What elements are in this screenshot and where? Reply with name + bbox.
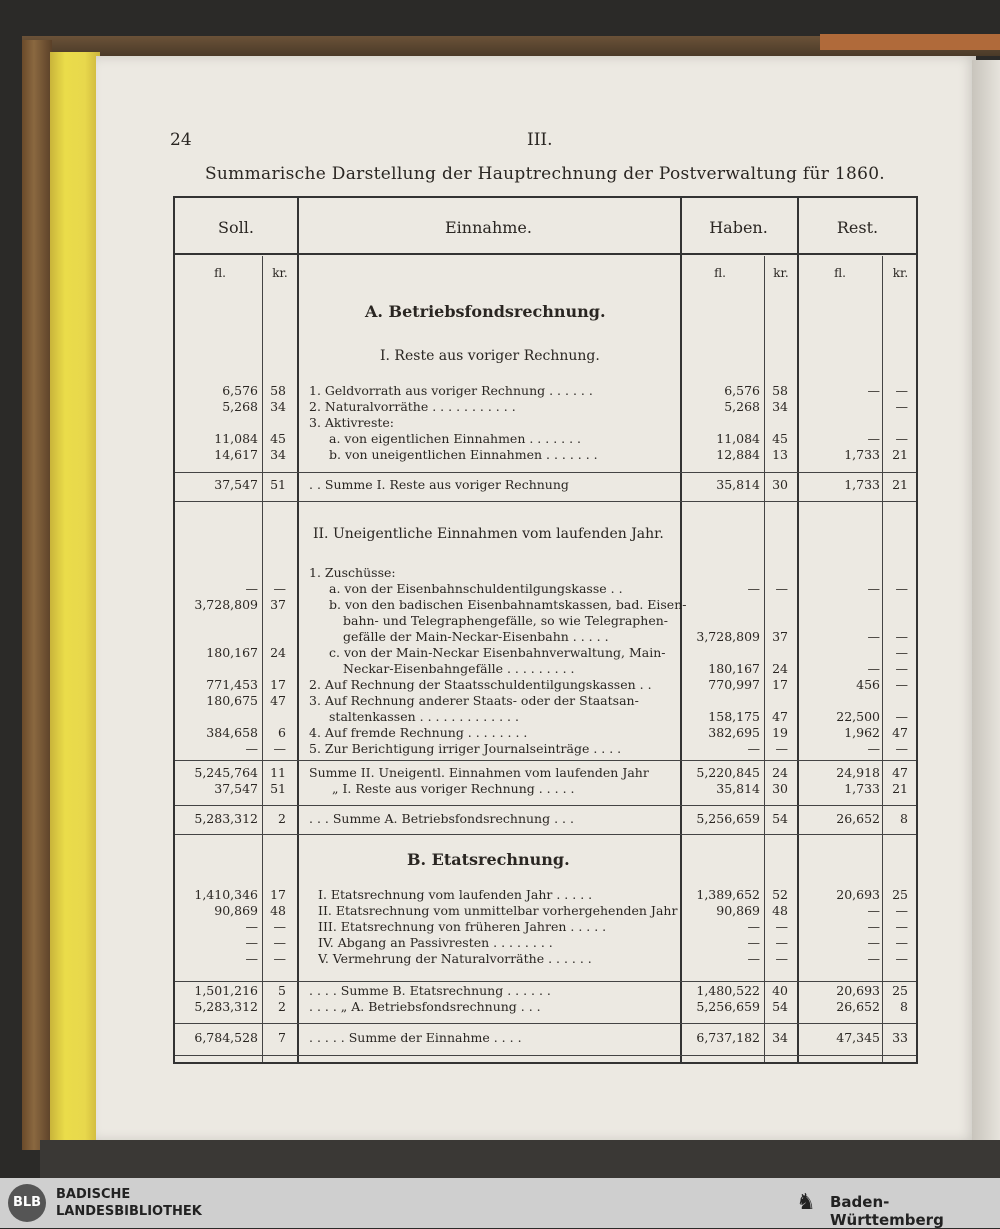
haben-fl-cell: — [747, 951, 760, 966]
haben-kr-cell: — [775, 919, 788, 934]
blb-line-1: BADISCHE [56, 1187, 131, 1202]
haben-kr-cell: 24 [772, 765, 788, 780]
book-cover-left [22, 40, 52, 1150]
header-soll: Soll. [218, 218, 254, 237]
rest-fl-cell: 1,733 [844, 447, 880, 462]
haben-fl-cell: 5,268 [724, 399, 760, 414]
rest-fl-cell: — [867, 629, 880, 644]
rest-kr-cell: — [895, 741, 908, 756]
soll-kr-cell: 58 [270, 383, 286, 398]
section-number: III. [527, 130, 553, 150]
page-edges [50, 52, 100, 1150]
blb-logo[interactable]: BLB [8, 1184, 46, 1222]
soll-fl-cell: 6,784,528 [194, 1030, 258, 1045]
soll-fl-cell: 5,245,764 [194, 765, 258, 780]
row-label: 1. Zuschüsse: [309, 565, 396, 580]
soll-fl-cell: 1,501,216 [194, 983, 258, 998]
page-gutter [972, 60, 1000, 1140]
haben-fl-cell: — [747, 919, 760, 934]
rule-before-sum-a [175, 805, 916, 806]
soll-kr-cell: 5 [278, 983, 286, 998]
rest-fl-cell: 26,652 [836, 811, 880, 826]
rest-kr-cell: — [895, 383, 908, 398]
unit-rest-fl: fl. [834, 266, 846, 280]
row-label: 4. Auf fremde Rechnung . . . . . . . . [309, 725, 528, 740]
soll-kr-cell: 6 [278, 725, 286, 740]
rule-soll-einnahme [297, 198, 299, 1062]
haben-kr-cell: 17 [772, 677, 788, 692]
rest-fl-cell: 20,693 [836, 983, 880, 998]
bw-name[interactable]: Baden-Württemberg [830, 1193, 944, 1229]
soll-fl-cell: 14,617 [214, 447, 258, 462]
rest-fl-cell: 47,345 [836, 1030, 880, 1045]
soll-kr-cell: — [273, 951, 286, 966]
haben-kr-cell: 47 [772, 709, 788, 724]
row-label: staltenkassen . . . . . . . . . . . . . [329, 709, 519, 724]
haben-fl-cell: — [747, 741, 760, 756]
haben-kr-cell: 52 [772, 887, 788, 902]
rest-fl-cell: 1,962 [844, 725, 880, 740]
haben-fl-cell: 3,728,809 [696, 629, 760, 644]
rule-after-sum-a [175, 834, 916, 835]
rest-kr-cell: — [895, 677, 908, 692]
row-label: 2. Auf Rechnung der Staatsschuldentilgungskassen . . [309, 677, 652, 692]
row-label: . . . . „ A. Betriebsfondsrechnung . . . [309, 999, 541, 1014]
rule-after-sum-i [175, 501, 916, 502]
rest-fl-cell: 20,693 [836, 887, 880, 902]
rest-fl-cell: 24,918 [836, 765, 880, 780]
row-label: c. von der Main-Neckar Eisenbahnverwaltung, Main- [329, 645, 666, 660]
soll-fl-cell: — [245, 951, 258, 966]
row-label: III. Etatsrechnung von früheren Jahren . . . . . [318, 919, 607, 934]
row-label: 3. Aktivreste: [309, 415, 395, 430]
soll-fl-cell: 5,268 [222, 399, 258, 414]
haben-kr-cell: 34 [772, 399, 788, 414]
blb-line-2: LANDESBIBLIOTHEK [56, 1204, 202, 1219]
haben-kr-cell: 48 [772, 903, 788, 918]
haben-fl-cell: 6,737,182 [696, 1030, 760, 1045]
rest-fl-cell: — [867, 431, 880, 446]
row-label: b. von uneigentlichen Einnahmen . . . . . . . [329, 447, 598, 462]
row-label: . . Summe I. Reste aus voriger Rechnung [309, 477, 569, 492]
haben-fl-cell: 5,220,845 [696, 765, 760, 780]
soll-fl-cell: 6,576 [222, 383, 258, 398]
soll-kr-cell: — [273, 919, 286, 934]
header-haben: Haben. [709, 218, 768, 237]
section-a-heading: A. Betriebsfondsrechnung. [365, 302, 606, 321]
soll-kr-cell: 2 [278, 811, 286, 826]
rule-before-sum-i [175, 472, 916, 473]
soll-fl-cell: 5,283,312 [194, 811, 258, 826]
row-label: bahn- und Telegraphengefälle, so wie Telegraphen- [343, 613, 669, 628]
rest-fl-cell: — [867, 741, 880, 756]
header-einnahme: Einnahme. [445, 218, 532, 237]
haben-fl-cell: — [747, 581, 760, 596]
soll-kr-cell: 34 [270, 447, 286, 462]
header-rule [175, 253, 916, 255]
soll-fl-cell: — [245, 919, 258, 934]
haben-fl-cell: 1,480,522 [696, 983, 760, 998]
rest-kr-cell: — [895, 661, 908, 676]
rest-fl-cell: — [867, 661, 880, 676]
haben-kr-cell: 24 [772, 661, 788, 676]
rest-fl-cell: 1,733 [844, 477, 880, 492]
soll-fl-cell: 1,410,346 [194, 887, 258, 902]
soll-fl-cell: — [245, 741, 258, 756]
soll-kr-cell: — [273, 935, 286, 950]
haben-fl-cell: 5,256,659 [696, 999, 760, 1014]
row-label: 1. Geldvorrath aus voriger Rechnung . . . . . . [309, 383, 593, 398]
row-label: 2. Naturalvorräthe . . . . . . . . . . . [309, 399, 516, 414]
row-label: Summe II. Uneigentl. Einnahmen vom laufenden Jahr [309, 765, 649, 780]
rest-kr-cell: — [895, 645, 908, 660]
rest-kr-cell: — [895, 951, 908, 966]
soll-fl-cell: 11,084 [214, 431, 258, 446]
rest-kr-cell: — [895, 629, 908, 644]
row-label: II. Etatsrechnung vom unmittelbar vorhergehenden Jahr [318, 903, 678, 918]
unit-soll-fl: fl. [214, 266, 226, 280]
row-label: 5. Zur Berichtigung irriger Journalseinträge . . . . [309, 741, 622, 756]
rule-before-sum-ii [175, 760, 916, 761]
rest-kr-cell: — [895, 709, 908, 724]
haben-fl-cell: 11,084 [716, 431, 760, 446]
unit-haben-kr: kr. [773, 266, 789, 280]
rule-before-total [175, 1023, 916, 1024]
section-a1-heading: I. Reste aus voriger Rechnung. [380, 348, 600, 364]
unit-haben-fl: fl. [714, 266, 726, 280]
haben-kr-cell: — [775, 935, 788, 950]
soll-kr-cell: 11 [270, 765, 286, 780]
soll-fl-cell: 180,675 [206, 693, 258, 708]
row-label: V. Vermehrung der Naturalvorräthe . . . . . . [318, 951, 592, 966]
rest-kr-cell: 8 [900, 999, 908, 1014]
soll-kr-cell: 17 [270, 677, 286, 692]
soll-kr-cell: 7 [278, 1030, 286, 1045]
rest-kr-cell: 33 [892, 1030, 908, 1045]
soll-fl-cell: 37,547 [214, 477, 258, 492]
haben-kr-cell: 37 [772, 629, 788, 644]
haben-kr-cell: 58 [772, 383, 788, 398]
haben-fl-cell: 382,695 [708, 725, 760, 740]
haben-kr-cell: — [775, 951, 788, 966]
haben-fl-cell: 158,175 [708, 709, 760, 724]
blb-name [56, 1186, 202, 1220]
rule-after-total [175, 1055, 916, 1056]
haben-kr-cell: — [775, 581, 788, 596]
soll-kr-cell: 47 [270, 693, 286, 708]
soll-kr-cell: 51 [270, 781, 286, 796]
soll-kr-cell: — [273, 581, 286, 596]
soll-kr-cell: 37 [270, 597, 286, 612]
rest-kr-cell: — [895, 919, 908, 934]
soll-kr-cell: 34 [270, 399, 286, 414]
soll-fl-cell: — [245, 935, 258, 950]
soll-fl-cell: 384,658 [206, 725, 258, 740]
page-number: 24 [170, 130, 192, 150]
row-label: IV. Abgang an Passivresten . . . . . . . . [318, 935, 553, 950]
haben-fl-cell: 90,869 [716, 903, 760, 918]
rule-before-sum-b [175, 981, 916, 982]
rest-fl-cell: 456 [856, 677, 880, 692]
rest-fl-cell: — [867, 935, 880, 950]
rest-kr-cell: 25 [892, 887, 908, 902]
rest-kr-cell: 21 [892, 477, 908, 492]
rest-fl-cell: 1,733 [844, 781, 880, 796]
haben-fl-cell: — [747, 935, 760, 950]
rest-fl-cell: — [867, 383, 880, 398]
soll-fl-cell: — [245, 581, 258, 596]
haben-fl-cell: 12,884 [716, 447, 760, 462]
rest-kr-cell: 21 [892, 781, 908, 796]
row-label: gefälle der Main-Neckar-Eisenbahn . . . . . [343, 629, 609, 644]
rest-fl-cell: — [867, 951, 880, 966]
haben-fl-cell: 6,576 [724, 383, 760, 398]
haben-fl-cell: 35,814 [716, 477, 760, 492]
section-a2-heading: II. Uneigentliche Einnahmen vom laufenden Jahr. [313, 526, 664, 542]
row-label: . . . Summe A. Betriebsfondsrechnung . . . [309, 811, 574, 826]
haben-kr-cell: 19 [772, 725, 788, 740]
rest-kr-cell: — [895, 581, 908, 596]
row-label: a. von eigentlichen Einnahmen . . . . . . . [329, 431, 582, 446]
row-label: b. von den badischen Eisenbahnamtskassen, bad. Eisen- [329, 597, 687, 612]
rest-fl-cell: 22,500 [836, 709, 880, 724]
row-label: I. Etatsrechnung vom laufenden Jahr . . . . . [318, 887, 593, 902]
soll-kr-cell: 48 [270, 903, 286, 918]
unit-soll-kr: kr. [272, 266, 288, 280]
haben-kr-cell: 30 [772, 781, 788, 796]
haben-kr-cell: 54 [772, 999, 788, 1014]
book-bottom-shadow [40, 1140, 1000, 1180]
rest-kr-cell: — [895, 935, 908, 950]
book-spine-edge [820, 34, 1000, 50]
section-b-heading: B. Etatsrechnung. [407, 850, 570, 869]
haben-kr-cell: 30 [772, 477, 788, 492]
soll-fl-cell: 37,547 [214, 781, 258, 796]
soll-fl-cell: 180,167 [206, 645, 258, 660]
row-label: „ I. Reste aus voriger Rechnung . . . . . [332, 781, 575, 796]
row-label: Neckar-Eisenbahngefälle . . . . . . . . . [343, 661, 575, 676]
rest-kr-cell: — [895, 903, 908, 918]
rest-fl-cell: — [867, 919, 880, 934]
haben-fl-cell: 5,256,659 [696, 811, 760, 826]
row-label: . . . . . Summe der Einnahme . . . . [309, 1030, 522, 1045]
haben-kr-cell: — [775, 741, 788, 756]
row-label: 3. Auf Rechnung anderer Staats- oder der Staatsan- [309, 693, 639, 708]
header-rest: Rest. [836, 218, 879, 237]
rest-kr-cell: 21 [892, 447, 908, 462]
lions-crest-icon: ♞ [796, 1190, 816, 1215]
rest-kr-cell: 25 [892, 983, 908, 998]
row-label: a. von der Eisenbahnschuldentilgungskasse . . [329, 581, 623, 596]
soll-fl-cell: 5,283,312 [194, 999, 258, 1014]
haben-fl-cell: 1,389,652 [696, 887, 760, 902]
rest-fl-cell: — [867, 903, 880, 918]
rest-kr-cell: 47 [892, 725, 908, 740]
haben-kr-cell: 40 [772, 983, 788, 998]
haben-kr-cell: 54 [772, 811, 788, 826]
rest-kr-cell: 8 [900, 811, 908, 826]
row-label: . . . . Summe B. Etatsrechnung . . . . . . [309, 983, 551, 998]
soll-kr-cell: 2 [278, 999, 286, 1014]
rest-kr-cell: 47 [892, 765, 908, 780]
haben-kr-cell: 34 [772, 1030, 788, 1045]
soll-fl-cell: 771,453 [206, 677, 258, 692]
haben-fl-cell: 35,814 [716, 781, 760, 796]
soll-kr-cell: 17 [270, 887, 286, 902]
soll-kr-cell: 51 [270, 477, 286, 492]
soll-fl-cell: 3,728,809 [194, 597, 258, 612]
rule-haben-rest [797, 198, 799, 1062]
haben-kr-cell: 13 [772, 447, 788, 462]
unit-rest-kr: kr. [892, 266, 909, 280]
page-title: Summarische Darstellung der Hauptrechnung der Postverwaltung für 1860. [204, 164, 886, 184]
soll-kr-cell: 24 [270, 645, 286, 660]
soll-fl-cell: 90,869 [214, 903, 258, 918]
rest-kr-cell: — [895, 399, 908, 414]
rest-kr-cell: — [895, 431, 908, 446]
soll-kr-cell: 45 [270, 431, 286, 446]
haben-fl-cell: 770,997 [708, 677, 760, 692]
rest-fl-cell: — [867, 581, 880, 596]
haben-kr-cell: 45 [772, 431, 788, 446]
soll-kr-cell: — [273, 741, 286, 756]
haben-fl-cell: 180,167 [708, 661, 760, 676]
rest-fl-cell: 26,652 [836, 999, 880, 1014]
